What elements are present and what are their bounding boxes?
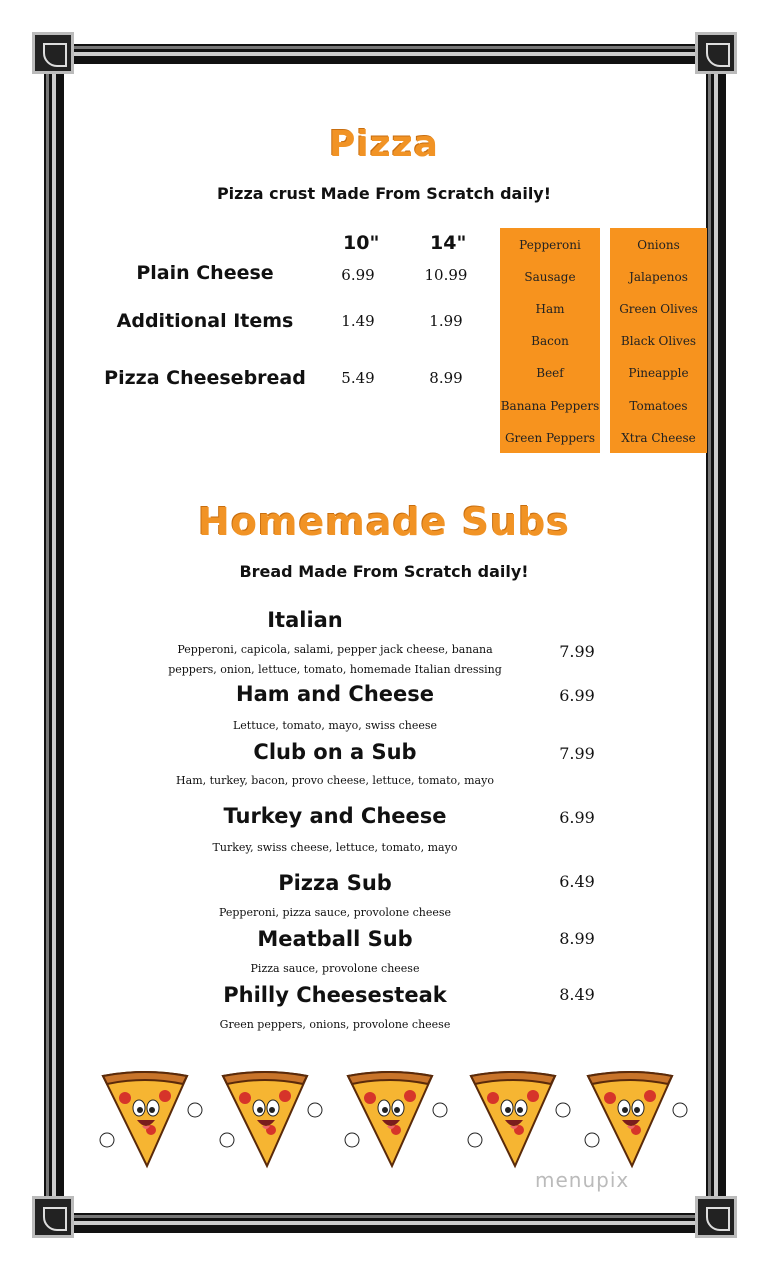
sub-item-name: Ham and Cheese bbox=[236, 682, 434, 706]
topping-item: Tomatoes bbox=[629, 399, 688, 413]
sub-item-name: Italian bbox=[267, 608, 343, 632]
topping-item: Jalapenos bbox=[629, 270, 688, 284]
frame-corner-top-right bbox=[695, 32, 737, 74]
pizza-item-price-14: 8.99 bbox=[429, 369, 463, 387]
topping-item: Banana Peppers bbox=[500, 399, 600, 413]
frame-corner-top-left bbox=[32, 32, 74, 74]
topping-item: Black Olives bbox=[620, 334, 697, 348]
sub-item-price: 8.99 bbox=[559, 929, 595, 948]
sub-item-name: Pizza Sub bbox=[278, 871, 392, 895]
frame-right-bar bbox=[706, 40, 726, 1225]
sub-item-description: Turkey, swiss cheese, lettuce, tomato, mayo bbox=[212, 841, 458, 854]
topping-item: Beef bbox=[536, 366, 564, 380]
toppings-left-box bbox=[500, 228, 600, 453]
pizza-item-price-10: 5.49 bbox=[341, 369, 375, 387]
size-header-10: 10" bbox=[343, 232, 380, 254]
pizza-tagline: Pizza crust Made From Scratch daily! bbox=[216, 184, 552, 203]
frame-left-bar bbox=[44, 40, 64, 1225]
sub-item-price: 7.99 bbox=[559, 744, 595, 763]
topping-item: Pepperoni bbox=[519, 238, 581, 252]
sub-item-description: Ham, turkey, bacon, provo cheese, lettuce, tomato, mayo bbox=[176, 774, 494, 787]
subs-section-title: Homemade Subs bbox=[198, 500, 570, 544]
pizza-section-title: Pizza bbox=[329, 124, 439, 165]
pizza-item-price-14: 10.99 bbox=[424, 266, 468, 284]
watermark: menupix bbox=[535, 1168, 630, 1192]
sub-item-price: 6.99 bbox=[559, 808, 595, 827]
pizza-item-name: Plain Cheese bbox=[136, 262, 274, 284]
sub-item-description: Lettuce, tomato, mayo, swiss cheese bbox=[232, 719, 438, 732]
frame-top-bar bbox=[40, 44, 728, 64]
topping-item: Onions bbox=[637, 238, 680, 252]
pizza-item-name: Additional Items bbox=[116, 310, 294, 332]
pizza-slice-mascot-icon bbox=[340, 1070, 450, 1170]
pizza-slice-mascots bbox=[95, 1070, 695, 1170]
pizza-item-price-10: 1.49 bbox=[341, 312, 375, 330]
pizza-item-name: Pizza Cheesebread bbox=[104, 367, 306, 389]
sub-item-name: Club on a Sub bbox=[253, 740, 417, 764]
sub-item-price: 8.49 bbox=[559, 985, 595, 1004]
topping-item: Green Olives bbox=[619, 302, 698, 316]
topping-item: Sausage bbox=[524, 270, 576, 284]
topping-item: Green Peppers bbox=[504, 431, 596, 445]
sub-item-description: Pepperoni, pizza sauce, provolone cheese bbox=[218, 906, 452, 919]
pizza-slice-mascot-icon bbox=[215, 1070, 325, 1170]
sub-item-description: Pepperoni, capicola, salami, pepper jack cheese, banana bbox=[177, 643, 493, 656]
sub-item-description: Pizza sauce, provolone cheese bbox=[250, 962, 420, 975]
frame-corner-bottom-left bbox=[32, 1196, 74, 1238]
topping-item: Xtra Cheese bbox=[621, 431, 696, 445]
sub-item-price: 7.99 bbox=[559, 642, 595, 661]
subs-tagline: Bread Made From Scratch daily! bbox=[239, 562, 529, 581]
topping-item: Ham bbox=[535, 302, 565, 316]
sub-item-description: peppers, onion, lettuce, tomato, homemade Italian dressing bbox=[168, 663, 502, 676]
topping-item: Bacon bbox=[531, 334, 569, 348]
sub-item-price: 6.49 bbox=[559, 872, 595, 891]
sub-item-price: 6.99 bbox=[559, 686, 595, 705]
size-header-14: 14" bbox=[430, 232, 467, 254]
pizza-slice-mascot-icon bbox=[463, 1070, 573, 1170]
topping-item: Pineapple bbox=[628, 366, 689, 380]
pizza-item-price-14: 1.99 bbox=[429, 312, 463, 330]
frame-bottom-bar bbox=[40, 1213, 728, 1233]
sub-item-name: Meatball Sub bbox=[257, 927, 413, 951]
toppings-right-box bbox=[610, 228, 707, 453]
pizza-slice-mascot-icon bbox=[580, 1070, 690, 1170]
pizza-slice-mascot-icon bbox=[95, 1070, 205, 1170]
pizza-item-price-10: 6.99 bbox=[341, 266, 375, 284]
frame-corner-bottom-right bbox=[695, 1196, 737, 1238]
sub-item-name: Turkey and Cheese bbox=[223, 804, 447, 828]
sub-item-description: Green peppers, onions, provolone cheese bbox=[219, 1018, 451, 1031]
sub-item-name: Philly Cheesesteak bbox=[223, 983, 447, 1007]
